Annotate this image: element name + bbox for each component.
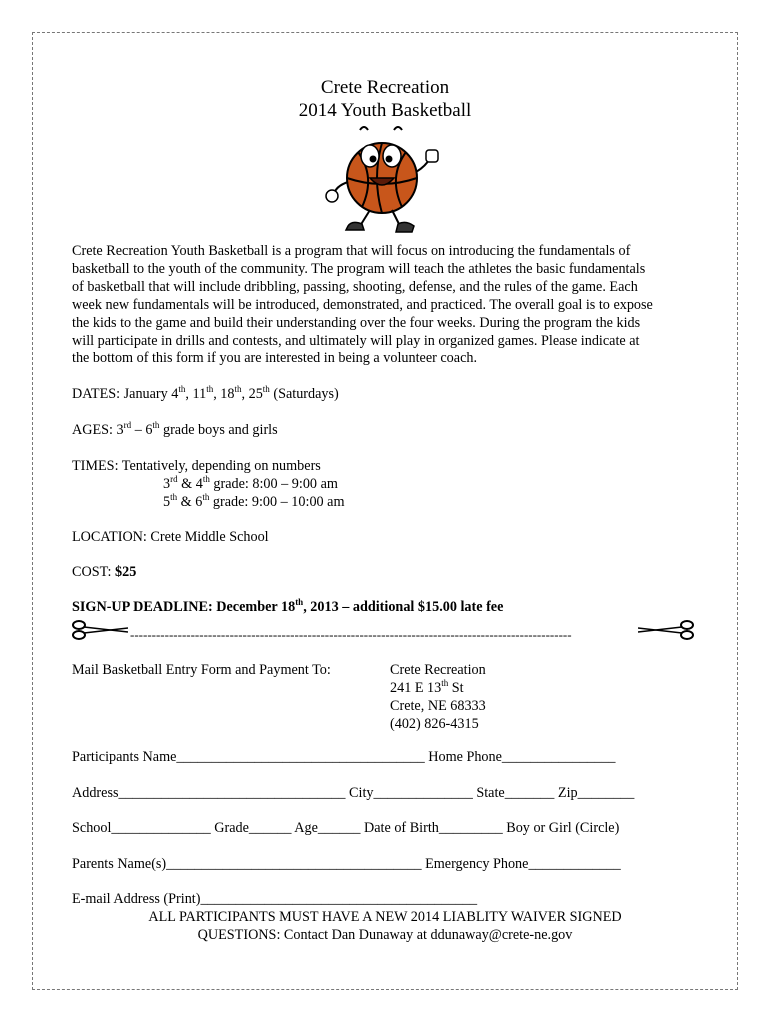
- deadline-line: SIGN-UP DEADLINE: December 18th, 2013 – additional $15.00 late fee: [72, 597, 504, 615]
- intro-line: will participate in drills and contests, and ultimately will play in organized games. Please indicate at: [72, 332, 640, 349]
- dates-line: DATES: January 4th, 11th, 18th, 25th (Saturdays): [72, 384, 339, 402]
- page-title: Crete Recreation: [320, 77, 450, 98]
- ages-line: AGES: 3rd – 6th grade boys and girls: [72, 420, 278, 438]
- mail-name: Crete Recreation: [390, 662, 486, 678]
- times-line: TIMES: Tentatively, depending on numbers: [72, 458, 321, 474]
- questions-contact: QUESTIONS: Contact Dan Dunaway at ddunaway@crete-ne.gov: [197, 927, 573, 943]
- mail-label: Mail Basketball Entry Form and Payment To:: [72, 662, 331, 678]
- scissors-icon: [72, 620, 128, 640]
- school-field[interactable]: School______________ Grade______ Age______ Date of Birth_________ Boy or Girl (Circle): [72, 820, 620, 836]
- page-subtitle: 2014 Youth Basketball: [298, 100, 472, 121]
- location-line: LOCATION: Crete Middle School: [72, 529, 269, 545]
- intro-line: Crete Recreation Youth Basketball is a program that will focus on introducing the fundamentals of: [72, 243, 631, 259]
- participant-name-field[interactable]: Participants Name___________________________________ Home Phone________________: [72, 749, 616, 765]
- cut-line: ------------------------------------------------------------------------------------------------------: [130, 627, 572, 642]
- cost-line: COST: $25: [72, 564, 137, 580]
- intro-line: of basketball that will include dribbling, passing, shooting, defense, and the rules of the game. Each: [72, 278, 638, 295]
- times-row: 5th & 6th grade: 9:00 – 10:00 am: [163, 492, 345, 510]
- intro-paragraph: [72, 243, 712, 368]
- scissors-icon: [638, 620, 694, 640]
- times-row: 3rd & 4th grade: 8:00 – 9:00 am: [163, 474, 338, 492]
- parents-name-field[interactable]: Parents Name(s)____________________________________ Emergency Phone_____________: [72, 856, 621, 872]
- intro-line: basketball to the youth of the community. The program will teach the athletes the basic fundamentals: [72, 260, 646, 277]
- waiver-notice: ALL PARTICIPANTS MUST HAVE A NEW 2014 LIABLITY WAIVER SIGNED: [148, 909, 622, 925]
- mail-street: 241 E 13th St: [390, 678, 464, 696]
- mail-city: Crete, NE 68333: [390, 698, 486, 714]
- email-field[interactable]: E-mail Address (Print)_______________________________________: [72, 891, 478, 907]
- intro-line: the kids to the game and build their understanding over the four weeks. During the program the kids: [72, 314, 641, 331]
- basketball-mascot-icon: [318, 122, 448, 234]
- mail-phone: (402) 826-4315: [390, 716, 479, 732]
- address-field[interactable]: Address________________________________ City______________ State_______ Zip________: [72, 785, 635, 801]
- intro-line: the bottom of this form if you are interested in being a volunteer coach.: [72, 350, 478, 367]
- intro-line: week new fundamentals will be introduced, demonstrated, and practiced. The overall goal is to expose: [72, 296, 653, 313]
